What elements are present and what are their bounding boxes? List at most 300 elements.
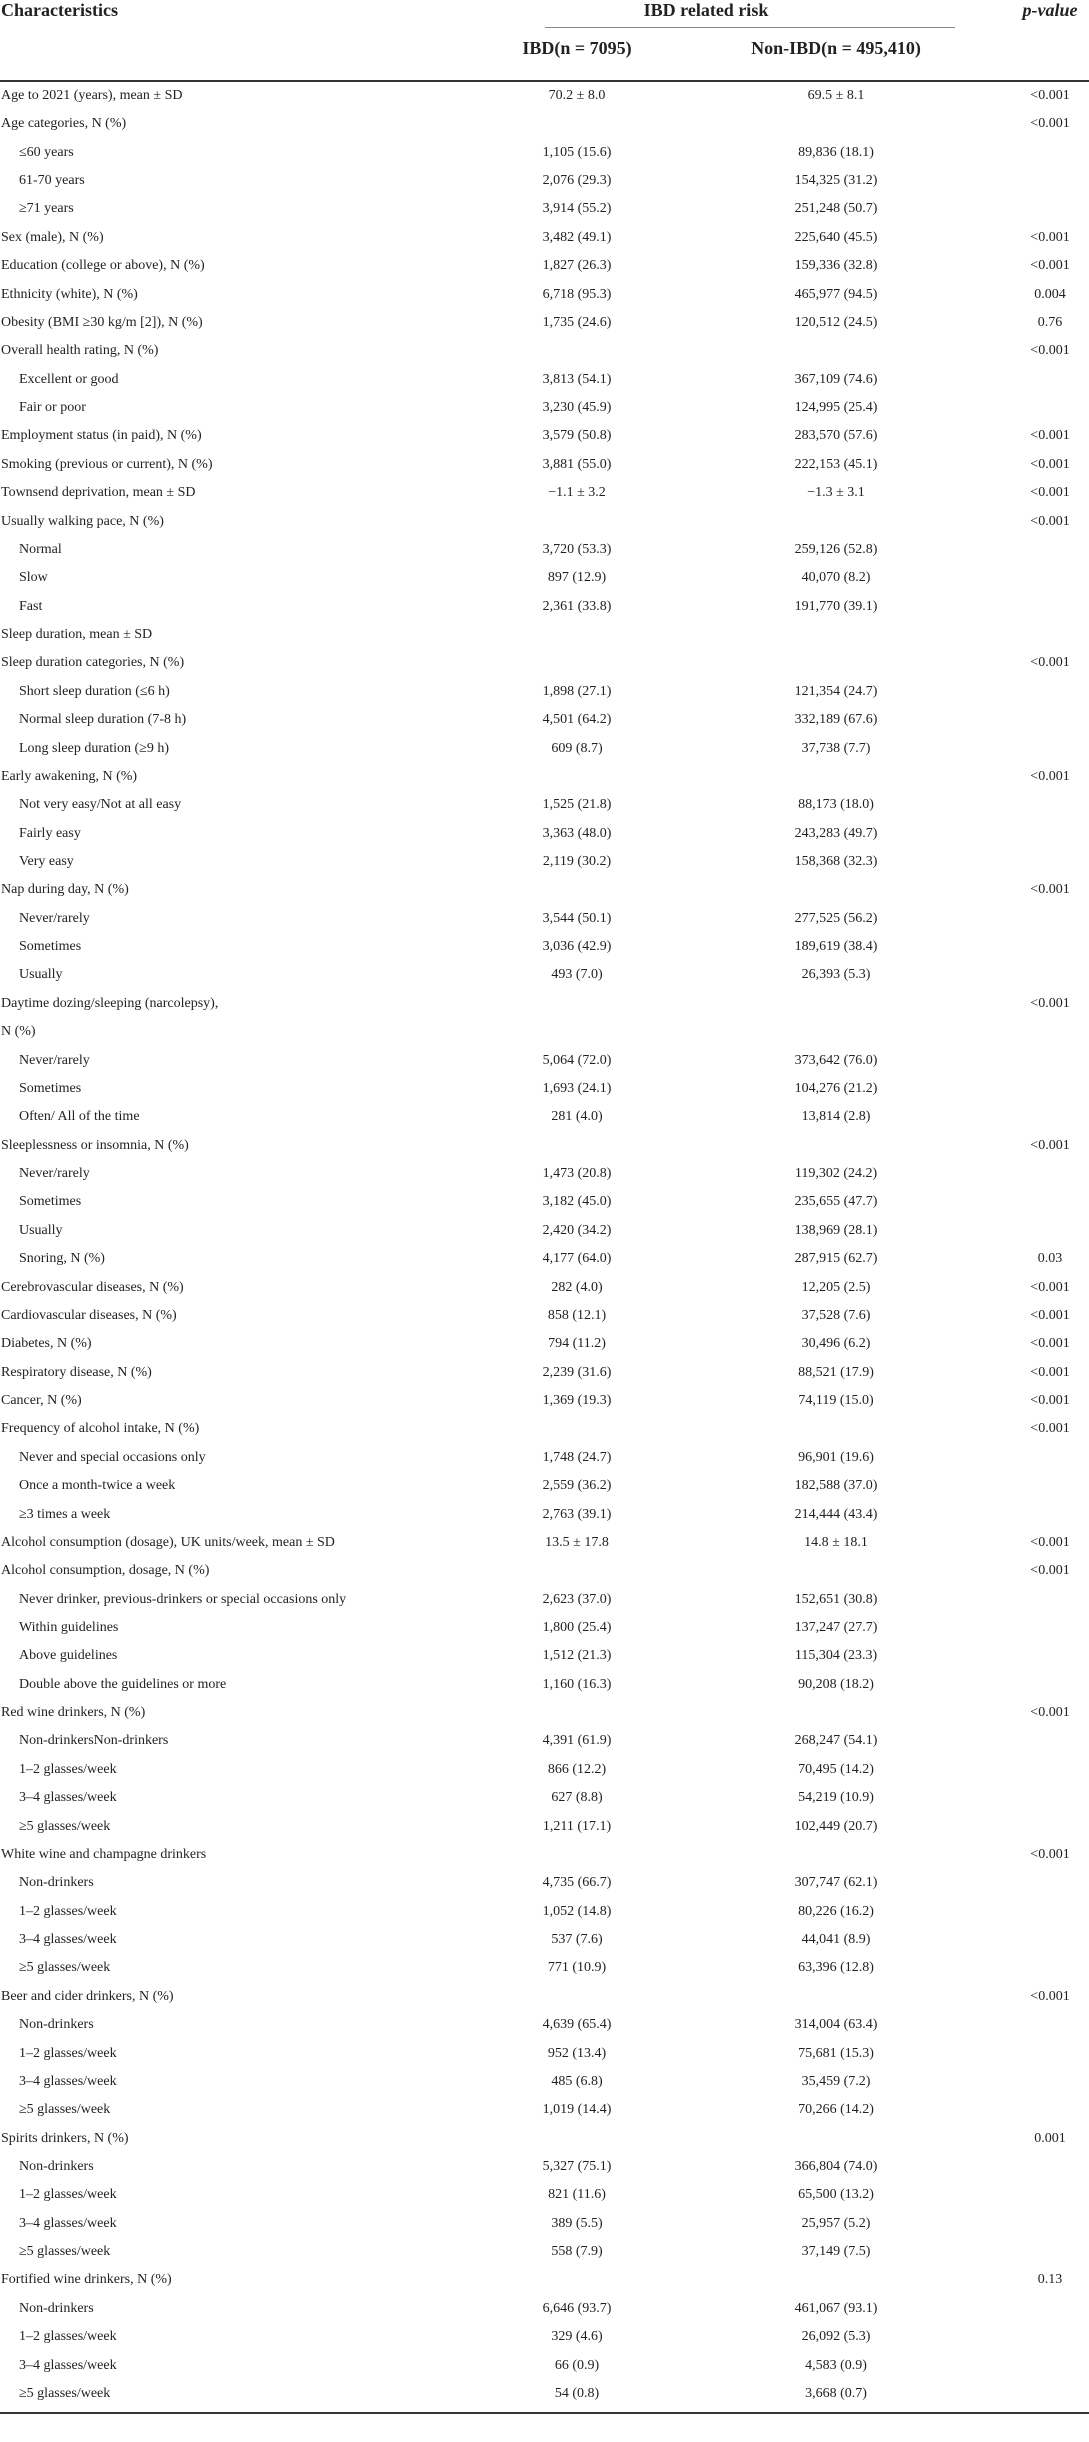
row-label: Early awakening, N (%) — [1, 768, 138, 784]
non-ibd-value: 102,449 (20.7) — [794, 1818, 878, 1834]
table-row — [0, 1162, 1089, 1190]
row-label: Within guidelines — [19, 1619, 119, 1635]
ibd-value: 1,512 (21.3) — [542, 1648, 612, 1664]
row-label: Never/rarely — [19, 1052, 90, 1068]
non-ibd-value: 189,619 (38.4) — [794, 939, 878, 955]
table-row — [0, 2382, 1089, 2410]
non-ibd-value: 465,977 (94.5) — [794, 286, 878, 302]
row-label: Frequency of alcohol intake, N (%) — [1, 1421, 200, 1437]
row-label: White wine and champagne drinkers — [1, 1846, 207, 1862]
ibd-value: 627 (8.8) — [551, 1790, 603, 1806]
non-ibd-value: 65,500 (13.2) — [798, 2187, 874, 2203]
table-row — [0, 2354, 1089, 2382]
non-ibd-value: 26,092 (5.3) — [801, 2329, 871, 2345]
row-label: Usually walking pace, N (%) — [1, 513, 164, 529]
ibd-value: 609 (8.7) — [551, 740, 603, 756]
table-row — [0, 1588, 1089, 1616]
table-row — [0, 1616, 1089, 1644]
row-label: ≥71 years — [19, 201, 74, 217]
table-row — [0, 311, 1089, 339]
non-ibd-value: 88,173 (18.0) — [798, 797, 874, 813]
table-row — [0, 1077, 1089, 1105]
row-label: Smoking (previous or current), N (%) — [1, 456, 213, 472]
non-ibd-value: 461,067 (93.1) — [794, 2300, 878, 2316]
non-ibd-value: 259,126 (52.8) — [794, 541, 878, 557]
header-ibd: IBD(n = 7095) — [522, 38, 632, 58]
ibd-value: 485 (6.8) — [551, 2073, 603, 2089]
ibd-value: 4,177 (64.0) — [542, 1251, 612, 1267]
p-value: 0.03 — [1037, 1251, 1063, 1267]
ibd-value: 3,182 (45.0) — [542, 1194, 612, 1210]
non-ibd-value: 287,915 (62.7) — [794, 1251, 878, 1267]
ibd-value: 1,800 (25.4) — [542, 1619, 612, 1635]
ibd-value: 3,482 (49.1) — [542, 229, 612, 245]
non-ibd-value: 152,651 (30.8) — [794, 1591, 878, 1607]
table-row — [0, 1276, 1089, 1304]
row-label: N (%) — [1, 1024, 36, 1040]
row-label: Cerebrovascular diseases, N (%) — [1, 1279, 184, 1295]
row-label: Cancer, N (%) — [1, 1393, 82, 1409]
p-value: <0.001 — [1030, 655, 1070, 671]
row-label: 3–4 glasses/week — [19, 1790, 117, 1806]
row-label: Spirits drinkers, N (%) — [1, 2130, 129, 2146]
row-label: Snoring, N (%) — [19, 1251, 105, 1267]
non-ibd-value: 120,512 (24.5) — [794, 314, 878, 330]
non-ibd-value: 373,642 (76.0) — [794, 1052, 878, 1068]
header-group-title: IBD related risk — [643, 0, 769, 20]
table-row — [0, 197, 1089, 225]
p-value: <0.001 — [1030, 1563, 1070, 1579]
table-row — [0, 538, 1089, 566]
row-label: Alcohol consumption, dosage, N (%) — [1, 1563, 210, 1579]
non-ibd-value: 63,396 (12.8) — [798, 1960, 874, 1976]
table-row — [0, 935, 1089, 963]
table-row — [0, 254, 1089, 282]
non-ibd-value: 37,738 (7.7) — [801, 740, 871, 756]
non-ibd-value: 214,444 (43.4) — [794, 1506, 878, 1522]
table-row — [0, 765, 1089, 793]
ibd-value: 282 (4.0) — [551, 1279, 603, 1295]
p-value: 0.13 — [1037, 2272, 1063, 2288]
p-value: <0.001 — [1030, 343, 1070, 359]
non-ibd-value: 70,266 (14.2) — [798, 2102, 874, 2118]
row-label: 3–4 glasses/week — [19, 2215, 117, 2231]
ibd-value: 1,369 (19.3) — [542, 1393, 612, 1409]
ibd-value: 3,813 (54.1) — [542, 371, 612, 387]
table-row — [0, 737, 1089, 765]
row-label: Employment status (in paid), N (%) — [1, 428, 202, 444]
row-label: 1–2 glasses/week — [19, 2329, 117, 2345]
p-value: <0.001 — [1030, 1137, 1070, 1153]
table-row — [0, 822, 1089, 850]
row-label: Obesity (BMI ≥30 kg/m [2]), N (%) — [1, 314, 203, 330]
row-label: Double above the guidelines or more — [19, 1676, 227, 1692]
table-row — [0, 2183, 1089, 2211]
non-ibd-value: −1.3 ± 3.1 — [807, 485, 865, 501]
ibd-value: 4,735 (66.7) — [542, 1875, 612, 1891]
table-row — [0, 1900, 1089, 1928]
ibd-value: 952 (13.4) — [547, 2045, 607, 2061]
row-label: Sleeplessness or insomnia, N (%) — [1, 1137, 189, 1153]
non-ibd-value: 222,153 (45.1) — [794, 456, 878, 472]
ibd-value: 4,639 (65.4) — [542, 2017, 612, 2033]
header-non-ibd: Non-IBD(n = 495,410) — [751, 38, 921, 58]
row-label: 3–4 glasses/week — [19, 2357, 117, 2373]
header-rule — [0, 80, 1089, 82]
table-row — [0, 1673, 1089, 1701]
non-ibd-value: 89,836 (18.1) — [798, 144, 874, 160]
ibd-value: 3,230 (45.9) — [542, 400, 612, 416]
table-header-sub — [0, 28, 1089, 68]
non-ibd-value: 119,302 (24.2) — [794, 1166, 878, 1182]
non-ibd-value: 121,354 (24.7) — [794, 683, 878, 699]
row-label: Very easy — [19, 853, 74, 869]
row-label: Often/ All of the time — [19, 1109, 140, 1125]
ibd-value: 537 (7.6) — [551, 1932, 603, 1948]
p-value: <0.001 — [1030, 1336, 1070, 1352]
ibd-value: 6,646 (93.7) — [542, 2300, 612, 2316]
table-row — [0, 1417, 1089, 1445]
row-label: Non-drinkers — [19, 2300, 94, 2316]
non-ibd-value: 37,528 (7.6) — [801, 1307, 871, 1323]
table-row — [0, 396, 1089, 424]
table-row — [0, 1247, 1089, 1275]
ibd-value: 6,718 (95.3) — [542, 286, 612, 302]
row-label: ≥5 glasses/week — [19, 1960, 111, 1976]
row-label: Age categories, N (%) — [1, 116, 127, 132]
p-value: 0.001 — [1034, 2130, 1066, 2146]
table-row — [0, 595, 1089, 623]
row-label: Long sleep duration (≥9 h) — [19, 740, 169, 756]
row-label: Excellent or good — [19, 371, 119, 387]
p-value: <0.001 — [1030, 1364, 1070, 1380]
row-label: Townsend deprivation, mean ± SD — [1, 485, 196, 501]
table-row — [0, 1134, 1089, 1162]
table-row — [0, 510, 1089, 538]
row-label: Above guidelines — [19, 1648, 118, 1664]
table-row — [0, 2127, 1089, 2155]
non-ibd-value: 124,995 (25.4) — [794, 400, 878, 416]
non-ibd-value: 75,681 (15.3) — [798, 2045, 874, 2061]
table-row — [0, 1389, 1089, 1417]
row-label: 1–2 glasses/week — [19, 2187, 117, 2203]
table-row — [0, 1871, 1089, 1899]
row-label: Never/rarely — [19, 910, 90, 926]
table-row — [0, 963, 1089, 991]
p-value: <0.001 — [1030, 258, 1070, 274]
ibd-value: 3,720 (53.3) — [542, 541, 612, 557]
row-label: Red wine drinkers, N (%) — [1, 1705, 146, 1721]
table-row — [0, 339, 1089, 367]
non-ibd-value: 268,247 (54.1) — [794, 1733, 878, 1749]
table-header-top — [0, 0, 1089, 28]
ibd-value: 1,827 (26.3) — [542, 258, 612, 274]
non-ibd-value: 366,804 (74.0) — [794, 2159, 878, 2174]
row-label: Normal — [19, 541, 62, 557]
table-row — [0, 2212, 1089, 2240]
p-value: <0.001 — [1030, 116, 1070, 132]
table-row — [0, 1219, 1089, 1247]
row-label: Never and special occasions only — [19, 1449, 206, 1465]
p-value: <0.001 — [1030, 1988, 1070, 2004]
ibd-value: 1,898 (27.1) — [542, 683, 612, 699]
non-ibd-value: 44,041 (8.9) — [801, 1932, 871, 1948]
ibd-value: 1,211 (17.1) — [542, 1818, 612, 1834]
table-row — [0, 566, 1089, 594]
row-label: 1–2 glasses/week — [19, 1761, 117, 1777]
row-label: Non-drinkers — [19, 2017, 94, 2033]
table-row — [0, 453, 1089, 481]
non-ibd-value: 80,226 (16.2) — [798, 1903, 874, 1919]
row-label: Once a month-twice a week — [19, 1478, 176, 1494]
table-row — [0, 368, 1089, 396]
table-row — [0, 481, 1089, 509]
non-ibd-value: 90,208 (18.2) — [798, 1676, 874, 1692]
row-label: Slow — [19, 570, 48, 586]
ibd-value: 3,036 (42.9) — [542, 939, 612, 955]
non-ibd-value: 251,248 (50.7) — [794, 201, 878, 217]
non-ibd-value: 37,149 (7.5) — [801, 2244, 871, 2260]
ibd-value: 54 (0.8) — [554, 2385, 600, 2401]
table-row — [0, 141, 1089, 169]
ibd-value: 1,105 (15.6) — [542, 144, 612, 160]
non-ibd-value: 54,219 (10.9) — [798, 1790, 874, 1806]
p-value: <0.001 — [1030, 1846, 1070, 1862]
non-ibd-value: 69.5 ± 8.1 — [807, 88, 865, 103]
ibd-value: 1,052 (14.8) — [542, 1903, 612, 1919]
row-label: Ethnicity (white), N (%) — [1, 286, 138, 302]
row-label: Sometimes — [19, 939, 82, 955]
p-value: <0.001 — [1030, 513, 1070, 529]
ibd-value: 4,391 (61.9) — [542, 1733, 612, 1749]
ibd-value: 4,501 (64.2) — [542, 712, 612, 728]
table-row — [0, 84, 1089, 112]
p-value: 0.76 — [1037, 314, 1063, 330]
row-label: Sleep duration, mean ± SD — [1, 627, 153, 643]
table-row — [0, 850, 1089, 878]
non-ibd-value: 154,325 (31.2) — [794, 173, 878, 189]
non-ibd-value: 277,525 (56.2) — [794, 910, 878, 926]
row-label: Normal sleep duration (7-8 h) — [19, 712, 187, 728]
table-row — [0, 1758, 1089, 1786]
non-ibd-value: 159,336 (32.8) — [794, 258, 878, 274]
row-label: Diabetes, N (%) — [1, 1336, 92, 1352]
ibd-value: 5,064 (72.0) — [542, 1052, 612, 1068]
table-row — [0, 1105, 1089, 1133]
table-row — [0, 651, 1089, 679]
table-row — [0, 226, 1089, 254]
p-value: <0.001 — [1030, 485, 1070, 501]
table-row — [0, 1190, 1089, 1218]
non-ibd-value: 138,969 (28.1) — [794, 1222, 878, 1238]
ibd-value: 389 (5.5) — [551, 2215, 603, 2231]
table-row — [0, 680, 1089, 708]
table-row — [0, 907, 1089, 935]
non-ibd-value: 13,814 (2.8) — [801, 1109, 871, 1125]
non-ibd-value: 104,276 (21.2) — [794, 1080, 878, 1096]
non-ibd-value: 367,109 (74.6) — [794, 371, 878, 387]
ibd-value: 13.5 ± 17.8 — [545, 1534, 609, 1550]
table-row — [0, 2325, 1089, 2353]
row-label: ≤60 years — [19, 144, 74, 160]
table-row — [0, 283, 1089, 311]
ibd-value: 2,763 (39.1) — [542, 1506, 612, 1522]
row-label: 3–4 glasses/week — [19, 2073, 117, 2089]
ibd-value: 3,363 (48.0) — [542, 825, 612, 841]
ibd-value: 1,160 (16.3) — [542, 1676, 612, 1692]
table-row — [0, 1843, 1089, 1871]
p-value: <0.001 — [1030, 229, 1070, 245]
non-ibd-value: 70,495 (14.2) — [798, 1761, 874, 1777]
ibd-value: 2,559 (36.2) — [542, 1478, 612, 1494]
row-label: ≥5 glasses/week — [19, 2102, 111, 2118]
table-row — [0, 169, 1089, 197]
non-ibd-value: 3,668 (0.7) — [805, 2385, 867, 2401]
row-label: Education (college or above), N (%) — [1, 258, 205, 274]
non-ibd-value: 30,496 (6.2) — [801, 1336, 871, 1352]
ibd-value: 3,881 (55.0) — [542, 456, 612, 472]
table-row — [0, 1644, 1089, 1672]
p-value: <0.001 — [1030, 1705, 1070, 1721]
table-row — [0, 878, 1089, 906]
table-row — [0, 623, 1089, 651]
ibd-value: 2,239 (31.6) — [542, 1364, 612, 1380]
row-label: 3–4 glasses/week — [19, 1932, 117, 1948]
table-row — [0, 2013, 1089, 2041]
row-label: Usually — [19, 1222, 63, 1238]
row-label: 1–2 glasses/week — [19, 2045, 117, 2061]
table-row — [0, 2297, 1089, 2325]
ibd-value: 70.2 ± 8.0 — [548, 88, 606, 103]
row-label: 61-70 years — [19, 173, 85, 189]
header-pvalue: p-value — [1022, 0, 1078, 20]
table-row — [0, 1559, 1089, 1587]
ibd-value: 1,525 (21.8) — [542, 797, 612, 813]
p-value: <0.001 — [1030, 1534, 1070, 1550]
row-label: Overall health rating, N (%) — [1, 343, 159, 359]
ibd-value: 3,579 (50.8) — [542, 428, 612, 444]
p-value: <0.001 — [1030, 995, 1070, 1011]
table-row — [0, 1729, 1089, 1757]
ibd-value: 866 (12.2) — [547, 1761, 607, 1777]
non-ibd-value: 12,205 (2.5) — [801, 1279, 871, 1295]
table-row — [0, 1304, 1089, 1332]
table-row — [0, 1928, 1089, 1956]
row-label: Sometimes — [19, 1080, 82, 1096]
row-label: Non-drinkersNon-drinkers — [19, 1733, 169, 1749]
ibd-value: 2,361 (33.8) — [542, 598, 612, 614]
row-label: Never drinker, previous-drinkers or special occasions only — [19, 1591, 347, 1607]
row-label: Short sleep duration (≤6 h) — [19, 683, 170, 699]
row-label: 1–2 glasses/week — [19, 1903, 117, 1919]
p-value: <0.001 — [1030, 1307, 1070, 1323]
non-ibd-value: 26,393 (5.3) — [801, 967, 871, 983]
ibd-value: 1,019 (14.4) — [542, 2102, 612, 2118]
ibd-value: 5,327 (75.1) — [542, 2159, 612, 2174]
non-ibd-value: 115,304 (23.3) — [794, 1648, 878, 1664]
non-ibd-value: 137,247 (27.7) — [794, 1619, 878, 1635]
row-label: Fairly easy — [19, 825, 81, 841]
row-label: Age to 2021 (years), mean ± SD — [1, 88, 183, 103]
row-label: ≥5 glasses/week — [19, 1818, 111, 1834]
table-row — [0, 1446, 1089, 1474]
table-row — [0, 793, 1089, 821]
ibd-value: 1,473 (20.8) — [542, 1166, 612, 1182]
table-row — [0, 1020, 1089, 1048]
non-ibd-value: 158,368 (32.3) — [794, 853, 878, 869]
ibd-value: 493 (7.0) — [551, 967, 603, 983]
non-ibd-value: 191,770 (39.1) — [794, 598, 878, 614]
table-row — [0, 2268, 1089, 2296]
ibd-value: 794 (11.2) — [548, 1336, 606, 1352]
non-ibd-value: 243,283 (49.7) — [794, 825, 878, 841]
ibd-value: 3,914 (55.2) — [542, 201, 612, 217]
table-row — [0, 2042, 1089, 2070]
ibd-value: 821 (11.6) — [548, 2187, 606, 2203]
p-value: <0.001 — [1030, 456, 1070, 472]
ibd-value: −1.1 ± 3.2 — [548, 485, 606, 501]
non-ibd-value: 14.8 ± 18.1 — [804, 1534, 868, 1550]
non-ibd-value: 283,570 (57.6) — [794, 428, 878, 444]
table-row — [0, 1956, 1089, 1984]
ibd-value: 329 (4.6) — [551, 2329, 603, 2345]
table-row — [0, 112, 1089, 140]
table-row — [0, 2240, 1089, 2268]
ibd-value: 1,735 (24.6) — [542, 314, 612, 330]
ibd-value: 2,420 (34.2) — [542, 1222, 612, 1238]
non-ibd-value: 96,901 (19.6) — [798, 1449, 874, 1465]
table-row — [0, 424, 1089, 452]
row-label: Usually — [19, 967, 63, 983]
row-label: ≥5 glasses/week — [19, 2244, 111, 2260]
ibd-value: 2,623 (37.0) — [542, 1591, 612, 1607]
non-ibd-value: 182,588 (37.0) — [794, 1478, 878, 1494]
ibd-value: 897 (12.9) — [547, 570, 607, 586]
table-row — [0, 1361, 1089, 1389]
table-row — [0, 2098, 1089, 2126]
row-label: Fortified wine drinkers, N (%) — [1, 2272, 172, 2288]
ibd-value: 281 (4.0) — [551, 1109, 603, 1125]
non-ibd-value: 314,004 (63.4) — [794, 2017, 878, 2033]
ibd-value: 2,119 (30.2) — [542, 853, 612, 869]
non-ibd-value: 74,119 (15.0) — [798, 1393, 874, 1409]
non-ibd-value: 35,459 (7.2) — [801, 2073, 871, 2089]
table-row — [0, 1786, 1089, 1814]
p-value: <0.001 — [1030, 88, 1070, 103]
p-value: <0.001 — [1030, 1421, 1070, 1437]
p-value: <0.001 — [1030, 882, 1070, 898]
ibd-value: 771 (10.9) — [547, 1960, 607, 1976]
table-row — [0, 708, 1089, 736]
p-value: 0.004 — [1034, 286, 1066, 302]
non-ibd-value: 4,583 (0.9) — [805, 2357, 867, 2373]
row-label: Daytime dozing/sleeping (narcolepsy), — [1, 995, 219, 1011]
p-value: <0.001 — [1030, 1279, 1070, 1295]
ibd-value: 558 (7.9) — [551, 2244, 603, 2260]
table-row — [0, 1503, 1089, 1531]
row-label: Cardiovascular diseases, N (%) — [1, 1307, 177, 1323]
table-row — [0, 1701, 1089, 1729]
row-label: Respiratory disease, N (%) — [1, 1364, 152, 1380]
non-ibd-value: 235,655 (47.7) — [794, 1194, 878, 1210]
ibd-value: 1,693 (24.1) — [542, 1080, 612, 1096]
row-label: Non-drinkers — [19, 1875, 94, 1891]
row-label: Non-drinkers — [19, 2159, 94, 2174]
table-row — [0, 1531, 1089, 1559]
row-label: Not very easy/Not at all easy — [19, 797, 182, 813]
non-ibd-value: 332,189 (67.6) — [794, 712, 878, 728]
table-row — [0, 2070, 1089, 2098]
